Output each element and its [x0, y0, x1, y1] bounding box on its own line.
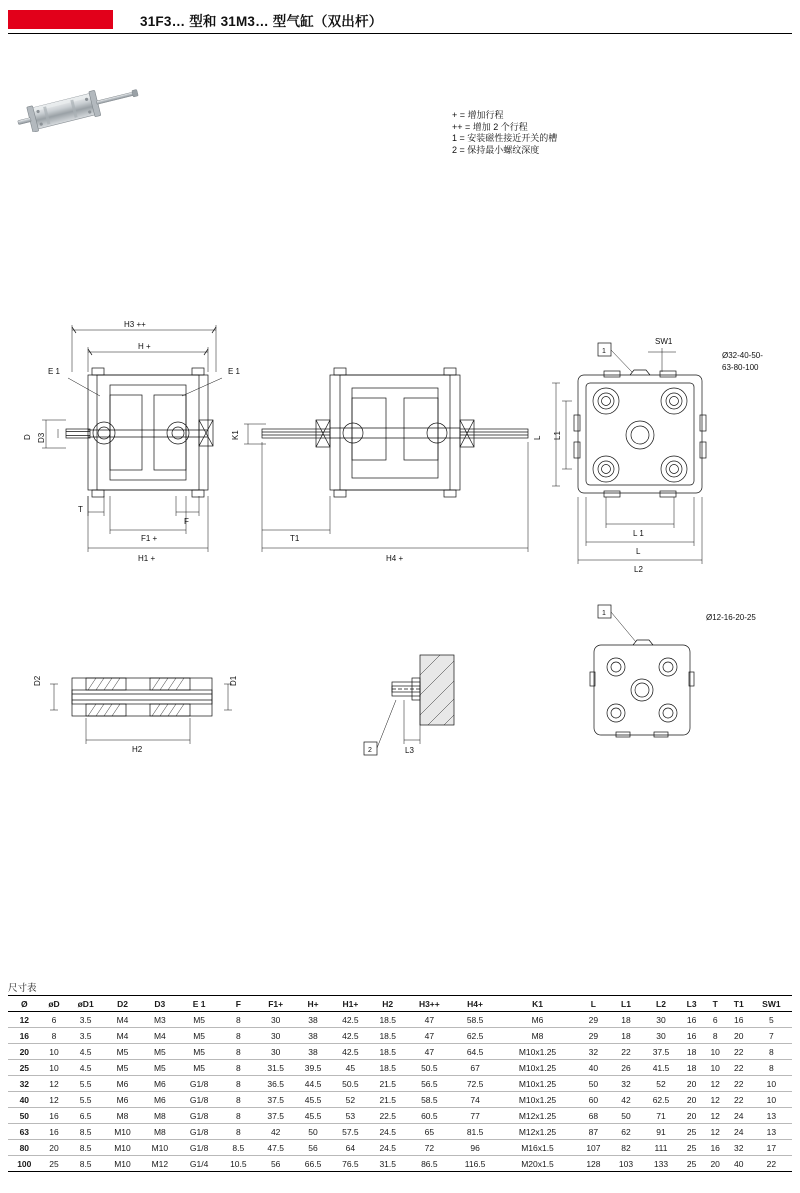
legend-line-1: + = 增加行程 [452, 110, 504, 120]
table-cell: G1/8 [179, 1124, 220, 1140]
svg-text:D2: D2 [33, 675, 42, 686]
svg-text:T1: T1 [290, 534, 300, 543]
table-cell: 24.5 [369, 1140, 406, 1156]
table-cell: 60.5 [406, 1108, 452, 1124]
table-cell: M6 [104, 1076, 141, 1092]
table-cell: 10 [704, 1060, 727, 1076]
table-cell-bore: 40 [8, 1092, 41, 1108]
table-cell: 12 [41, 1076, 68, 1092]
table-cell: 30 [257, 1028, 294, 1044]
table-cell: 22 [751, 1156, 792, 1172]
svg-text:F1 +: F1 + [141, 534, 158, 543]
table-cell: 58.5 [452, 1012, 498, 1028]
svg-text:H1 +: H1 + [138, 554, 156, 563]
table-cell: 21.5 [369, 1076, 406, 1092]
col-l2: L2 [642, 996, 679, 1012]
table-row [8, 1108, 792, 1124]
table-cell: 128 [577, 1156, 610, 1172]
table-cell: 22 [727, 1060, 751, 1076]
table-cell: 12 [704, 1124, 727, 1140]
table-cell: M12x1.25 [498, 1124, 577, 1140]
table-cell: 86.5 [406, 1156, 452, 1172]
table-cell: 12 [704, 1092, 727, 1108]
table-cell: 66.5 [294, 1156, 331, 1172]
col-l1: L1 [610, 996, 643, 1012]
table-cell: 40 [727, 1156, 751, 1172]
table-cell: 5.5 [67, 1076, 103, 1092]
table-cell-bore: 100 [8, 1156, 41, 1172]
table-cell: 30 [642, 1012, 679, 1028]
table-cell-bore: 20 [8, 1044, 41, 1060]
table-cell: 25 [680, 1124, 704, 1140]
drawing-view-front [42, 325, 222, 552]
table-cell: 21.5 [369, 1092, 406, 1108]
table-cell: 42.5 [332, 1028, 369, 1044]
col-sw1: SW1 [751, 996, 792, 1012]
table-cell: M5 [179, 1012, 220, 1028]
table-cell: 12 [704, 1076, 727, 1092]
table-cell: 18 [680, 1060, 704, 1076]
svg-text:1: 1 [602, 348, 606, 355]
table-row [8, 1124, 792, 1140]
table-cell: 24 [727, 1108, 751, 1124]
table-cell: 62.5 [452, 1028, 498, 1044]
table-cell: M3 [141, 1012, 178, 1028]
col-l3: L3 [680, 996, 704, 1012]
table-cell: 77 [452, 1108, 498, 1124]
table-cell: M10x1.25 [498, 1076, 577, 1092]
svg-text:Ø32-40-50-: Ø32-40-50- [722, 351, 763, 360]
table-cell: 64.5 [452, 1044, 498, 1060]
table-cell: G1/4 [179, 1156, 220, 1172]
table-cell: 5.5 [67, 1092, 103, 1108]
table-cell: M5 [179, 1028, 220, 1044]
table-cell: M12 [141, 1156, 178, 1172]
table-cell: 12 [41, 1092, 68, 1108]
table-row [8, 1156, 792, 1172]
table-cell: 52 [332, 1092, 369, 1108]
svg-text:SW1: SW1 [655, 337, 673, 346]
table-cell: M20x1.5 [498, 1156, 577, 1172]
table-cell: 20 [727, 1028, 751, 1044]
table-cell: M4 [104, 1012, 141, 1028]
table-cell: M12x1.25 [498, 1108, 577, 1124]
table-cell: M6 [104, 1092, 141, 1108]
table-cell: M16x1.5 [498, 1140, 577, 1156]
table-cell: 20 [680, 1092, 704, 1108]
table-cell: 10.5 [220, 1156, 257, 1172]
svg-text:K1: K1 [231, 430, 240, 440]
table-cell: 16 [727, 1012, 751, 1028]
svg-text:D: D [23, 434, 32, 440]
table-cell: M6 [141, 1076, 178, 1092]
table-cell: 32 [727, 1140, 751, 1156]
svg-text:L: L [533, 435, 542, 440]
table-cell: 29 [577, 1028, 610, 1044]
table-cell: 7 [751, 1028, 792, 1044]
table-row [8, 1140, 792, 1156]
table-cell: 37.5 [257, 1108, 294, 1124]
table-cell: 39.5 [294, 1060, 331, 1076]
table-cell: 47 [406, 1012, 452, 1028]
table-cell: 13 [751, 1108, 792, 1124]
table-cell: 36.5 [257, 1076, 294, 1092]
table-cell: 8 [751, 1044, 792, 1060]
table-cell: M10 [104, 1140, 141, 1156]
col-d2: D2 [104, 996, 141, 1012]
col-k1: K1 [498, 996, 577, 1012]
table-cell: M5 [179, 1060, 220, 1076]
table-cell: 3.5 [67, 1012, 103, 1028]
table-cell: 42.5 [332, 1044, 369, 1060]
table-cell: 22 [610, 1044, 643, 1060]
table-cell: 76.5 [332, 1156, 369, 1172]
table-row [8, 1012, 792, 1028]
table-cell: 10 [751, 1092, 792, 1108]
table-cell: 12 [704, 1108, 727, 1124]
table-cell: 38 [294, 1028, 331, 1044]
table-cell: M8 [104, 1108, 141, 1124]
table-cell: 30 [642, 1028, 679, 1044]
table-cell: 16 [41, 1124, 68, 1140]
table-cell: 8.5 [67, 1124, 103, 1140]
page-header [0, 8, 800, 34]
svg-text:E 1: E 1 [228, 367, 241, 376]
table-cell: 6.5 [67, 1108, 103, 1124]
dimension-table [8, 995, 792, 1172]
table-cell: G1/8 [179, 1108, 220, 1124]
table-cell: 31.5 [257, 1060, 294, 1076]
table-cell: 64 [332, 1140, 369, 1156]
table-caption: 尺寸表 [8, 983, 37, 994]
table-cell: 72 [406, 1140, 452, 1156]
svg-text:E 1: E 1 [48, 367, 61, 376]
table-cell: 29 [577, 1012, 610, 1028]
table-cell-bore: 63 [8, 1124, 41, 1140]
table-cell: 53 [332, 1108, 369, 1124]
table-cell: 6 [41, 1012, 68, 1028]
table-cell: M6 [141, 1092, 178, 1108]
table-cell: 6 [704, 1012, 727, 1028]
table-cell: M5 [104, 1060, 141, 1076]
table-cell: 8 [220, 1092, 257, 1108]
col-h4: H4+ [452, 996, 498, 1012]
svg-text:D1: D1 [229, 675, 238, 686]
table-cell: 5 [751, 1012, 792, 1028]
table-cell: 20 [41, 1140, 68, 1156]
table-cell: 8 [220, 1028, 257, 1044]
table-cell: 8 [751, 1060, 792, 1076]
product-photo [14, 78, 164, 132]
table-cell: 107 [577, 1140, 610, 1156]
table-cell: 37.5 [642, 1044, 679, 1060]
svg-text:L1: L1 [553, 431, 562, 440]
table-cell: 38 [294, 1012, 331, 1028]
table-cell: 38 [294, 1044, 331, 1060]
table-cell: 116.5 [452, 1156, 498, 1172]
svg-text:H +: H + [138, 342, 151, 351]
table-cell: 16 [680, 1028, 704, 1044]
table-row [8, 1044, 792, 1060]
svg-text:63-80-100: 63-80-100 [722, 363, 759, 372]
table-row [8, 1092, 792, 1108]
table-header-row [8, 996, 792, 1012]
table-cell: 20 [680, 1108, 704, 1124]
table-cell: 8 [41, 1028, 68, 1044]
table-cell: 4.5 [67, 1044, 103, 1060]
col-t1: T1 [727, 996, 751, 1012]
table-cell: M4 [104, 1028, 141, 1044]
col-od: øD [41, 996, 68, 1012]
svg-text:H3 ++: H3 ++ [124, 320, 146, 329]
table-cell: M8 [141, 1108, 178, 1124]
table-cell: 56 [257, 1156, 294, 1172]
table-cell: M10 [104, 1124, 141, 1140]
table-cell: 16 [704, 1140, 727, 1156]
svg-text:H2: H2 [132, 745, 143, 754]
table-cell: 18.5 [369, 1012, 406, 1028]
table-cell-bore: 50 [8, 1108, 41, 1124]
drawing-view-end-small [590, 605, 694, 737]
drawing-detail-section [50, 678, 232, 744]
table-cell: 47 [406, 1044, 452, 1060]
table-cell: 8 [704, 1028, 727, 1044]
table-cell: 103 [610, 1156, 643, 1172]
table-cell: M10 [141, 1140, 178, 1156]
table-cell: 16 [41, 1108, 68, 1124]
table-cell: 47.5 [257, 1140, 294, 1156]
table-cell: 8 [220, 1044, 257, 1060]
table-cell: 8.5 [67, 1140, 103, 1156]
table-cell: 10 [704, 1044, 727, 1060]
table-cell: 68 [577, 1108, 610, 1124]
brand-bar [8, 10, 113, 29]
table-cell: 10 [41, 1060, 68, 1076]
col-h: H+ [294, 996, 331, 1012]
table-cell: 18 [610, 1028, 643, 1044]
drawing-detail-screw [364, 655, 454, 755]
svg-text:H4 +: H4 + [386, 554, 404, 563]
table-row [8, 1076, 792, 1092]
table-cell: M10x1.25 [498, 1060, 577, 1076]
col-e1: E 1 [179, 996, 220, 1012]
table-cell: 8 [220, 1012, 257, 1028]
table-cell: 18.5 [369, 1044, 406, 1060]
table-cell: 71 [642, 1108, 679, 1124]
table-cell: 8.5 [67, 1156, 103, 1172]
svg-text:L 1: L 1 [633, 529, 644, 538]
table-cell: 30 [257, 1044, 294, 1060]
table-cell: 42 [257, 1124, 294, 1140]
table-cell: 4.5 [67, 1060, 103, 1076]
table-cell: 74 [452, 1092, 498, 1108]
svg-text:2: 2 [368, 747, 372, 754]
legend-line-2: ++ = 增加 2 个行程 [452, 121, 528, 132]
table-cell: 45 [332, 1060, 369, 1076]
table-cell: 41.5 [642, 1060, 679, 1076]
col-f1: F1+ [257, 996, 294, 1012]
table-cell: M8 [141, 1124, 178, 1140]
table-cell: 13 [751, 1124, 792, 1140]
table-cell: M5 [179, 1044, 220, 1060]
table-cell: 32 [577, 1044, 610, 1060]
col-d3: D3 [141, 996, 178, 1012]
drawing-view-end-large [552, 343, 706, 564]
table-cell: 20 [680, 1076, 704, 1092]
drawing-view-double-rod [244, 368, 528, 552]
legend-line-3: 1 = 安装磁性接近开关的槽 [452, 133, 558, 143]
table-row [8, 1060, 792, 1076]
table-cell: G1/8 [179, 1092, 220, 1108]
table-cell: 50.5 [406, 1060, 452, 1076]
table-cell: 91 [642, 1124, 679, 1140]
table-cell: 22 [727, 1076, 751, 1092]
table-cell: 58.5 [406, 1092, 452, 1108]
table-cell: 24 [727, 1124, 751, 1140]
table-cell: 25 [680, 1156, 704, 1172]
table-cell: M6 [498, 1012, 577, 1028]
table-cell: 18 [680, 1044, 704, 1060]
svg-text:Ø12-16-20-25: Ø12-16-20-25 [706, 613, 756, 622]
legend-line-4: 2 = 保持最小螺纹深度 [452, 144, 540, 155]
table-cell: 16 [680, 1012, 704, 1028]
table-cell: 72.5 [452, 1076, 498, 1092]
table-cell: 10 [751, 1076, 792, 1092]
col-h3: H3++ [406, 996, 452, 1012]
col-od1: øD1 [67, 996, 103, 1012]
table-body [8, 1012, 792, 1172]
table-cell: 52 [642, 1076, 679, 1092]
svg-text:L: L [636, 547, 641, 556]
table-cell: 57.5 [332, 1124, 369, 1140]
table-cell: 22.5 [369, 1108, 406, 1124]
table-cell: M5 [141, 1060, 178, 1076]
col-h2: H2 [369, 996, 406, 1012]
table-cell: M5 [141, 1044, 178, 1060]
col-dia: Ø [8, 996, 41, 1012]
table-cell: 37.5 [257, 1092, 294, 1108]
table-cell: 10 [41, 1044, 68, 1060]
table-cell: 50 [577, 1076, 610, 1092]
table-cell: 40 [577, 1060, 610, 1076]
table-cell: 3.5 [67, 1028, 103, 1044]
legend-block [452, 110, 557, 156]
table-cell: 17 [751, 1140, 792, 1156]
table-cell: M10x1.25 [498, 1092, 577, 1108]
table-cell: 20 [704, 1156, 727, 1172]
table-cell: 87 [577, 1124, 610, 1140]
table-cell: 8.5 [220, 1140, 257, 1156]
table-cell: 111 [642, 1140, 679, 1156]
table-cell: 32 [610, 1076, 643, 1092]
table-cell: 42.5 [332, 1012, 369, 1028]
table-cell: M4 [141, 1028, 178, 1044]
col-f: F [220, 996, 257, 1012]
table-cell: 30 [257, 1012, 294, 1028]
table-cell: 42 [610, 1092, 643, 1108]
table-cell: 56.5 [406, 1076, 452, 1092]
table-cell-bore: 16 [8, 1028, 41, 1044]
svg-text:F: F [184, 517, 189, 526]
table-cell: 82 [610, 1140, 643, 1156]
table-cell: G1/8 [179, 1140, 220, 1156]
table-cell: 22 [727, 1044, 751, 1060]
table-cell: 26 [610, 1060, 643, 1076]
table-cell: 50 [610, 1108, 643, 1124]
table-cell: 65 [406, 1124, 452, 1140]
svg-text:T: T [78, 505, 83, 514]
table-cell: 81.5 [452, 1124, 498, 1140]
table-cell: 56 [294, 1140, 331, 1156]
col-h1: H1+ [332, 996, 369, 1012]
table-cell: 18 [610, 1012, 643, 1028]
col-t: T [704, 996, 727, 1012]
table-cell: 18.5 [369, 1060, 406, 1076]
table-cell: 8 [220, 1124, 257, 1140]
svg-text:1: 1 [602, 610, 606, 617]
table-cell: 67 [452, 1060, 498, 1076]
table-cell: 96 [452, 1140, 498, 1156]
svg-text:D3: D3 [37, 432, 46, 443]
table-cell: 25 [680, 1140, 704, 1156]
table-cell: G1/8 [179, 1076, 220, 1092]
table-cell: 31.5 [369, 1156, 406, 1172]
col-l: L [577, 996, 610, 1012]
table-cell-bore: 32 [8, 1076, 41, 1092]
table-cell: 45.5 [294, 1092, 331, 1108]
table-cell: 133 [642, 1156, 679, 1172]
table-cell: 50.5 [332, 1076, 369, 1092]
table-cell: 18.5 [369, 1028, 406, 1044]
table-cell: 44.5 [294, 1076, 331, 1092]
svg-text:L2: L2 [634, 565, 643, 574]
table-cell: 50 [294, 1124, 331, 1140]
table-cell: 25 [41, 1156, 68, 1172]
table-cell: 62.5 [642, 1092, 679, 1108]
table-cell: M8 [498, 1028, 577, 1044]
table-cell: 62 [610, 1124, 643, 1140]
table-cell: M5 [104, 1044, 141, 1060]
table-cell-bore: 25 [8, 1060, 41, 1076]
table-cell: 47 [406, 1028, 452, 1044]
table-cell: 60 [577, 1092, 610, 1108]
table-cell: 24.5 [369, 1124, 406, 1140]
table-cell-bore: 12 [8, 1012, 41, 1028]
table-cell: 8 [220, 1060, 257, 1076]
header-divider [8, 33, 792, 34]
table-cell: M10x1.25 [498, 1044, 577, 1060]
table-cell: 22 [727, 1092, 751, 1108]
table-row [8, 1028, 792, 1044]
table-cell: M10 [104, 1156, 141, 1172]
table-cell: 8 [220, 1076, 257, 1092]
table-cell-bore: 80 [8, 1140, 41, 1156]
svg-text:L3: L3 [405, 746, 414, 755]
table-cell: 45.5 [294, 1108, 331, 1124]
table-cell: 8 [220, 1108, 257, 1124]
page-title: 31F3… 型和 31M3… 型气缸（双出杆） [140, 14, 383, 29]
